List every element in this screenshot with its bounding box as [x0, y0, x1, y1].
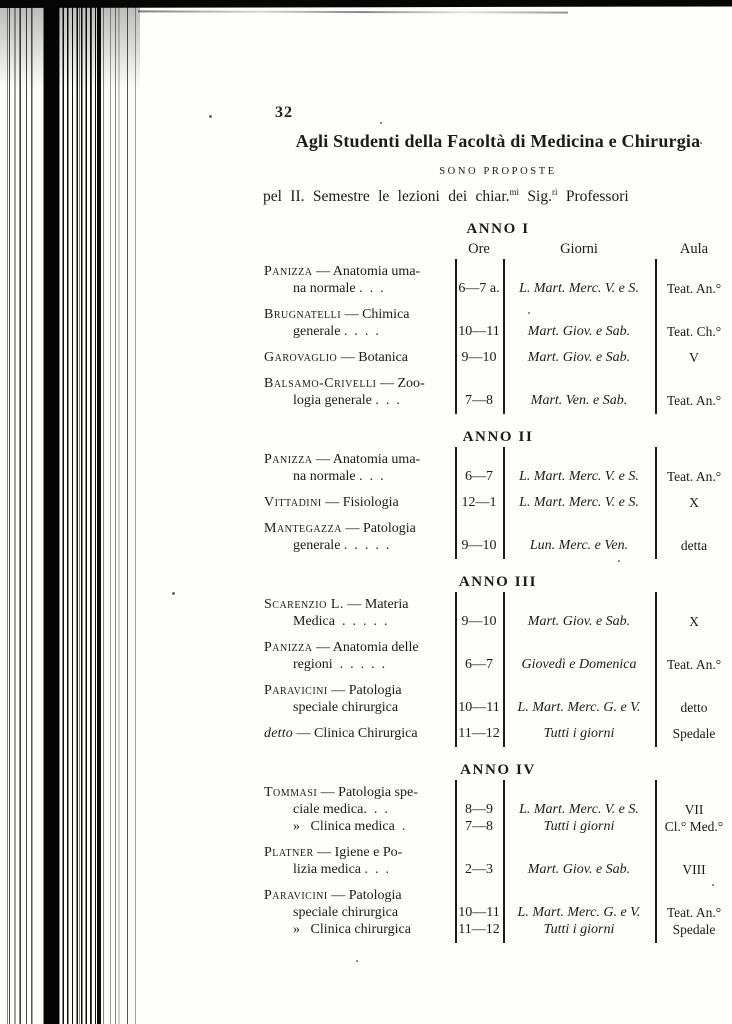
table-row: [263, 725, 732, 742]
ore-value: 9—10: [461, 350, 497, 366]
giorni-value: L. Mart. Merc. V. e S.: [519, 281, 639, 297]
subtitle-sono-proposte: SONO PROPOSTE: [439, 166, 557, 177]
column-rule: [455, 780, 457, 943]
column-rule: [655, 447, 657, 559]
ore-value: 8—9: [465, 802, 493, 818]
professor-name: Vittadini: [264, 495, 322, 511]
ore-value: 9—10: [461, 614, 497, 630]
giorni-value: Giovedì e Domenica: [521, 657, 637, 673]
intro-mid: Sig.: [519, 188, 552, 206]
aula-value: X: [689, 495, 699, 511]
aula-value: Teat. An.°: [666, 281, 722, 297]
ore-value: 7—8: [465, 393, 493, 409]
giorni-value: Mart. Giov. e Sab.: [527, 324, 631, 340]
aula-value: Teat. An.°: [666, 657, 722, 673]
course-line: [263, 844, 455, 861]
course-line: [263, 887, 455, 904]
ore-value: 6—7: [465, 469, 493, 485]
intro-line: [263, 187, 732, 206]
aula-value: detta: [680, 538, 708, 554]
professor-name: Panizza: [264, 264, 313, 280]
anno-section-1: [263, 221, 732, 414]
column-rule: [455, 259, 457, 414]
scan-top-edge: [0, 0, 732, 8]
aula-value: detto: [680, 700, 708, 716]
table-row: [263, 451, 732, 485]
giorni-value: Mart. Giov. e Sab.: [527, 614, 631, 630]
page-content: [263, 104, 732, 943]
course-text: — Clinica Chirurgica: [293, 726, 418, 742]
table-row: [263, 784, 732, 835]
table-row: [263, 596, 732, 630]
course-line: Medica . . . . .: [293, 614, 388, 630]
schedule-table: [263, 780, 732, 943]
anno-title: ANNO III: [458, 574, 538, 591]
course-text: — Botanica: [337, 350, 409, 366]
course-text: — Zoo-: [376, 376, 425, 392]
giorni-value: L. Mart. Merc. V. e S.: [519, 495, 639, 511]
anno-title: ANNO IV: [460, 762, 536, 779]
giorni-value: Tutti i giorni: [543, 819, 615, 835]
professor-name: Brugnatelli: [264, 307, 342, 323]
scan-speck: [356, 960, 358, 962]
giorni-value: Lun. Merc. e Ven.: [529, 538, 629, 554]
aula-value: VIII: [682, 862, 706, 878]
aula-value: Teat. An.°: [666, 393, 722, 409]
giorni-value: Tutti i giorni: [543, 726, 615, 742]
aula-value: Spedale: [672, 726, 716, 742]
schedule-table: [263, 447, 732, 559]
ore-value: 9—10: [461, 538, 497, 554]
table-row: [263, 887, 732, 938]
course-line: [263, 451, 455, 468]
professor-name: Mantegazza: [264, 521, 342, 537]
anno-section-4: [263, 762, 732, 943]
ore-value: 11—12: [458, 726, 500, 742]
ore-value: 7—8: [465, 819, 493, 835]
intro-superscript-mi: mi: [509, 187, 520, 197]
page-number: 32: [275, 104, 293, 121]
column-rule: [655, 780, 657, 943]
table-row: [263, 306, 732, 340]
professor-name: Paravicini: [264, 683, 328, 699]
table-row: [263, 520, 732, 554]
giorni-value: Mart. Giov. e Sab.: [527, 350, 631, 366]
anno-title: ANNO II: [462, 429, 534, 446]
giorni-value: L. Mart. Merc. V. e S.: [519, 469, 639, 485]
course-line: speciale chirurgica: [293, 905, 399, 921]
professor-name: Garovaglio: [264, 350, 338, 366]
professor-name: Tommasi: [264, 785, 318, 801]
col-header-ore: Ore: [468, 241, 490, 258]
table-row: [263, 844, 732, 878]
course-line: generale . . . .: [293, 324, 379, 340]
table-row: [263, 682, 732, 716]
scan-smear-line: [138, 10, 568, 13]
professor-name: detto: [264, 726, 293, 742]
column-rule: [655, 259, 657, 414]
professor-name: Panizza: [264, 452, 313, 468]
giorni-value: L. Mart. Merc. G. e V.: [517, 905, 641, 921]
col-header-aula: Aula: [679, 241, 709, 258]
anno-section-3: [263, 574, 732, 747]
intro-pre: pel II. Semestre le lezioni dei chiar.: [263, 188, 510, 206]
aula-value: Teat. Ch.°: [666, 324, 722, 340]
aula-value: X: [689, 614, 699, 630]
ore-value: 10—11: [458, 905, 500, 921]
column-rule: [503, 592, 505, 747]
aula-value: Teat. An.°: [666, 469, 722, 485]
col-header-spacer: [263, 241, 455, 258]
column-headers: [263, 241, 732, 258]
ore-value: 12—1: [461, 495, 497, 511]
aula-value: V: [689, 350, 699, 366]
aula-value: Teat. An.°: [666, 905, 722, 921]
table-row: [263, 349, 732, 366]
course-text: — Chimica: [341, 307, 410, 323]
professor-name: Scarenzio L.: [264, 597, 344, 613]
aula-value: VII: [684, 802, 704, 818]
course-line: logia generale . . .: [293, 393, 400, 409]
course-line: [263, 494, 455, 511]
scan-speck: [209, 115, 212, 118]
table-row: [263, 263, 732, 297]
intro-superscript-ri: ri: [551, 187, 558, 197]
course-text: — Igiene e Po-: [313, 845, 403, 861]
course-line: [263, 725, 455, 742]
course-line: na normale . . .: [293, 281, 384, 297]
professor-name: Platner: [264, 845, 314, 861]
ore-value: 6—7: [465, 657, 493, 673]
column-rule: [655, 592, 657, 747]
course-text: — Patologia: [327, 683, 402, 699]
course-text: — Anatomia uma-: [312, 452, 421, 468]
giorni-value: Tutti i giorni: [543, 922, 615, 938]
course-line: ciale medica. . .: [293, 802, 388, 818]
course-line: regioni . . . . .: [293, 657, 386, 673]
course-line: [263, 375, 455, 392]
column-rule: [503, 259, 505, 414]
aula-value: Spedale: [672, 922, 716, 938]
course-line: na normale . . .: [293, 469, 384, 485]
ore-value: 10—11: [458, 324, 500, 340]
column-rule: [503, 447, 505, 559]
course-text: — Fisiologia: [321, 495, 399, 511]
course-line: [263, 639, 455, 656]
ore-value: 6—7 a.: [458, 281, 500, 297]
giorni-value: Mart. Ven. e Sab.: [530, 393, 628, 409]
schedule-table: [263, 592, 732, 747]
aula-value: Cl.° Med.°: [664, 819, 724, 835]
course-line: lizia medica . . .: [293, 862, 390, 878]
giorni-value: L. Mart. Merc. G. e V.: [517, 700, 641, 716]
giorni-value: L. Mart. Merc. V. e S.: [519, 802, 639, 818]
col-header-giorni: Giorni: [560, 241, 598, 258]
course-text: — Patologia: [342, 521, 416, 537]
professor-name: Panizza: [264, 640, 313, 656]
column-rule: [503, 780, 505, 943]
table-row: [263, 494, 732, 511]
course-line: [263, 520, 455, 537]
column-rule: [455, 447, 457, 559]
giorni-value: Mart. Giov. e Sab.: [527, 862, 631, 878]
table-row: [263, 375, 732, 409]
course-text: — Patologia: [327, 888, 402, 904]
course-text: — Anatomia uma-: [312, 264, 421, 280]
course-line: [263, 263, 455, 280]
ore-value: 10—11: [458, 700, 500, 716]
course-text: — Patologia spe-: [317, 785, 418, 801]
course-line: [263, 349, 455, 366]
page-title: Agli Studenti della Facoltà di Medicina e Chirurgia: [295, 131, 701, 151]
course-line: [263, 682, 455, 699]
professor-name: Paravicini: [264, 888, 328, 904]
course-text: — Materia: [343, 597, 409, 613]
schedule-table: [263, 259, 732, 414]
ore-value: 2—3: [465, 862, 493, 878]
book-binding-edge: [0, 0, 140, 1024]
course-text: — Anatomia delle: [312, 640, 419, 656]
sections: [263, 221, 732, 943]
anno-title: ANNO I: [466, 221, 530, 238]
course-line: [263, 306, 455, 323]
ore-value: 11—12: [458, 922, 500, 938]
intro-post: Professori: [557, 188, 629, 206]
course-line: [263, 596, 455, 613]
course-line: generale . . . . .: [293, 538, 390, 554]
scan-speck: [172, 592, 175, 595]
column-rule: [455, 592, 457, 747]
anno-section-2: [263, 429, 732, 559]
table-row: [263, 639, 732, 673]
course-line: speciale chirurgica: [293, 700, 399, 716]
course-line: [263, 784, 455, 801]
course-line: » Clinica medica .: [293, 819, 406, 835]
course-line: » Clinica chirurgica: [293, 922, 411, 938]
professor-name: Balsamo-Crivelli: [264, 376, 377, 392]
